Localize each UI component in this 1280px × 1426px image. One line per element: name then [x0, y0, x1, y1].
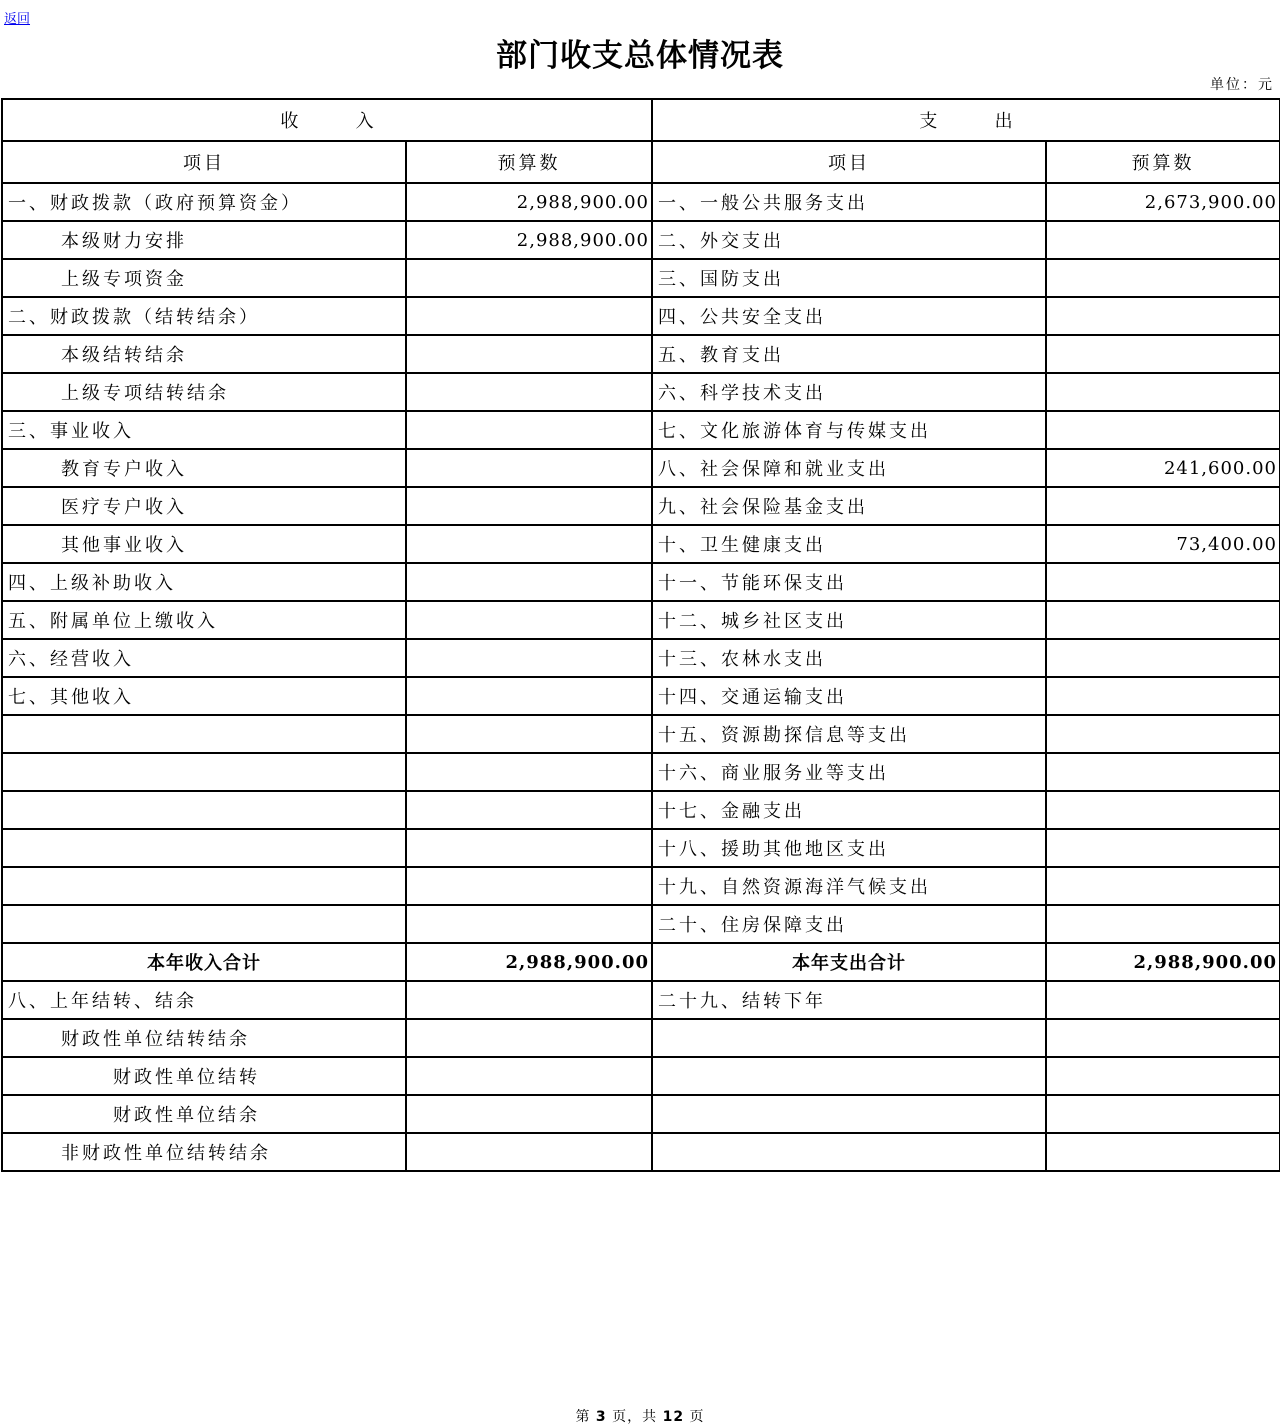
expense-item-cell: 三、国防支出 [652, 259, 1046, 297]
table-row [2, 563, 1280, 601]
expense-budget-cell [1046, 601, 1280, 639]
expense-budget-cell [1046, 981, 1280, 1019]
income-budget-cell [406, 829, 652, 867]
expense-budget-cell: 2,673,900.00 [1046, 183, 1280, 221]
expense-item-cell: 十五、资源勘探信息等支出 [652, 715, 1046, 753]
income-total-value: 2,988,900.00 [406, 943, 652, 981]
expense-item-cell: 二十、住房保障支出 [652, 905, 1046, 943]
expense-item-cell [652, 1057, 1046, 1095]
table-row [2, 639, 1280, 677]
expense-budget-cell [1046, 373, 1280, 411]
expense-budget-cell [1046, 829, 1280, 867]
income-budget-cell [406, 411, 652, 449]
income-budget-header: 预算数 [406, 141, 652, 183]
expense-budget-cell [1046, 335, 1280, 373]
table-row [2, 981, 1280, 1019]
income-budget-cell [406, 525, 652, 563]
income-item-cell [2, 791, 406, 829]
income-item-cell: 其他事业收入 [2, 525, 406, 563]
expense-budget-cell [1046, 905, 1280, 943]
table-row [2, 335, 1280, 373]
income-budget-cell: 2,988,900.00 [406, 183, 652, 221]
income-budget-cell [406, 905, 652, 943]
income-budget-cell [406, 601, 652, 639]
footer-page-number: 3 [595, 1409, 607, 1425]
income-item-cell: 本级财力安排 [2, 221, 406, 259]
income-item-cell: 六、经营收入 [2, 639, 406, 677]
table-body [2, 99, 1280, 1171]
expense-budget-cell: 241,600.00 [1046, 449, 1280, 487]
income-budget-cell [406, 867, 652, 905]
page-footer [0, 1406, 1280, 1426]
table-row [2, 1133, 1280, 1171]
income-budget-cell [406, 1019, 652, 1057]
table-row [2, 1019, 1280, 1057]
unit-label: 单位：元 [1210, 77, 1274, 93]
expense-item-cell: 四、公共安全支出 [652, 297, 1046, 335]
expense-budget-cell [1046, 297, 1280, 335]
expense-budget-cell [1046, 411, 1280, 449]
expense-budget-cell [1046, 867, 1280, 905]
income-item-cell: 上级专项结转结余 [2, 373, 406, 411]
income-item-cell: 医疗专户收入 [2, 487, 406, 525]
income-budget-cell [406, 335, 652, 373]
income-item-cell: 五、附属单位上缴收入 [2, 601, 406, 639]
expense-item-cell: 十九、自然资源海洋气候支出 [652, 867, 1046, 905]
expense-item-cell: 十一、节能环保支出 [652, 563, 1046, 601]
totals-row [2, 943, 1280, 981]
column-header-row [2, 141, 1280, 183]
expense-budget-cell [1046, 1095, 1280, 1133]
income-total-label: 本年收入合计 [2, 943, 406, 981]
expense-total-label: 本年支出合计 [652, 943, 1046, 981]
table-row [2, 867, 1280, 905]
income-budget-cell [406, 1133, 652, 1171]
table-row [2, 221, 1280, 259]
income-budget-cell [406, 715, 652, 753]
table-row [2, 905, 1280, 943]
expense-item-cell: 二十九、结转下年 [652, 981, 1046, 1019]
expense-item-cell: 七、文化旅游体育与传媒支出 [652, 411, 1046, 449]
income-budget-cell [406, 259, 652, 297]
income-item-cell: 财政性单位结转结余 [2, 1019, 406, 1057]
footer-prefix: 第 [575, 1409, 591, 1425]
footer-middle: 页，共 [612, 1409, 658, 1425]
expense-budget-cell [1046, 1133, 1280, 1171]
income-item-cell: 上级专项资金 [2, 259, 406, 297]
table-row [2, 677, 1280, 715]
expense-budget-cell [1046, 715, 1280, 753]
income-item-cell [2, 753, 406, 791]
table-row [2, 753, 1280, 791]
income-item-cell [2, 867, 406, 905]
expense-item-cell: 八、社会保障和就业支出 [652, 449, 1046, 487]
expense-total-value: 2,988,900.00 [1046, 943, 1280, 981]
income-budget-cell [406, 1057, 652, 1095]
table-row [2, 297, 1280, 335]
expense-item-cell: 十四、交通运输支出 [652, 677, 1046, 715]
income-item-cell: 四、上级补助收入 [2, 563, 406, 601]
table-row [2, 829, 1280, 867]
expense-item-cell [652, 1133, 1046, 1171]
expense-item-cell: 十七、金融支出 [652, 791, 1046, 829]
income-budget-cell [406, 563, 652, 601]
income-budget-cell [406, 791, 652, 829]
table-row [2, 791, 1280, 829]
income-item-cell: 三、事业收入 [2, 411, 406, 449]
expense-budget-cell: 73,400.00 [1046, 525, 1280, 563]
income-item-cell: 七、其他收入 [2, 677, 406, 715]
income-item-cell [2, 829, 406, 867]
income-budget-cell [406, 677, 652, 715]
expense-budget-cell [1046, 791, 1280, 829]
income-item-cell: 本级结转结余 [2, 335, 406, 373]
income-item-cell: 财政性单位结余 [2, 1095, 406, 1133]
income-item-cell [2, 905, 406, 943]
table-row [2, 601, 1280, 639]
footer-total-pages: 12 [662, 1409, 685, 1425]
expense-budget-header: 预算数 [1046, 141, 1280, 183]
expense-budget-cell [1046, 259, 1280, 297]
expense-item-cell: 十、卫生健康支出 [652, 525, 1046, 563]
expense-budget-cell [1046, 1057, 1280, 1095]
expense-item-cell [652, 1095, 1046, 1133]
expense-section-header: 支 出 [652, 99, 1280, 141]
expense-item-cell: 十八、援助其他地区支出 [652, 829, 1046, 867]
expense-budget-cell [1046, 753, 1280, 791]
expense-item-header: 项目 [652, 141, 1046, 183]
income-budget-cell [406, 373, 652, 411]
income-item-header: 项目 [2, 141, 406, 183]
table-row [2, 487, 1280, 525]
expense-item-cell: 五、教育支出 [652, 335, 1046, 373]
section-header-row [2, 99, 1280, 141]
expense-budget-cell [1046, 563, 1280, 601]
income-item-cell: 八、上年结转、结余 [2, 981, 406, 1019]
income-item-cell: 非财政性单位结转结余 [2, 1133, 406, 1171]
footer-suffix: 页 [689, 1409, 705, 1425]
income-budget-cell [406, 297, 652, 335]
table-row [2, 525, 1280, 563]
income-budget-cell [406, 639, 652, 677]
table-row [2, 373, 1280, 411]
table-row [2, 411, 1280, 449]
table-row [2, 1095, 1280, 1133]
expense-budget-cell [1046, 1019, 1280, 1057]
income-budget-cell [406, 753, 652, 791]
expense-budget-cell [1046, 221, 1280, 259]
income-budget-cell [406, 487, 652, 525]
expense-item-cell: 六、科学技术支出 [652, 373, 1046, 411]
back-link[interactable]: 返回 [4, 12, 31, 27]
income-section-header: 收 入 [2, 99, 652, 141]
table-row [2, 449, 1280, 487]
page-title: 部门收支总体情况表 [496, 38, 784, 74]
expense-item-cell: 九、社会保险基金支出 [652, 487, 1046, 525]
budget-table [1, 98, 1280, 1172]
income-budget-cell [406, 981, 652, 1019]
table-row [2, 715, 1280, 753]
table-row [2, 259, 1280, 297]
table-row [2, 183, 1280, 221]
income-budget-cell: 2,988,900.00 [406, 221, 652, 259]
income-item-cell: 二、财政拨款（结转结余） [2, 297, 406, 335]
income-budget-cell [406, 449, 652, 487]
expense-item-cell: 十三、农林水支出 [652, 639, 1046, 677]
table-row [2, 1057, 1280, 1095]
income-budget-cell [406, 1095, 652, 1133]
income-item-cell: 一、财政拨款（政府预算资金） [2, 183, 406, 221]
expense-budget-cell [1046, 487, 1280, 525]
expense-item-cell: 二、外交支出 [652, 221, 1046, 259]
income-item-cell: 教育专户收入 [2, 449, 406, 487]
income-item-cell: 财政性单位结转 [2, 1057, 406, 1095]
expense-budget-cell [1046, 677, 1280, 715]
income-item-cell [2, 715, 406, 753]
expense-budget-cell [1046, 639, 1280, 677]
expense-item-cell: 十六、商业服务业等支出 [652, 753, 1046, 791]
expense-item-cell: 一、一般公共服务支出 [652, 183, 1046, 221]
expense-item-cell: 十二、城乡社区支出 [652, 601, 1046, 639]
expense-item-cell [652, 1019, 1046, 1057]
